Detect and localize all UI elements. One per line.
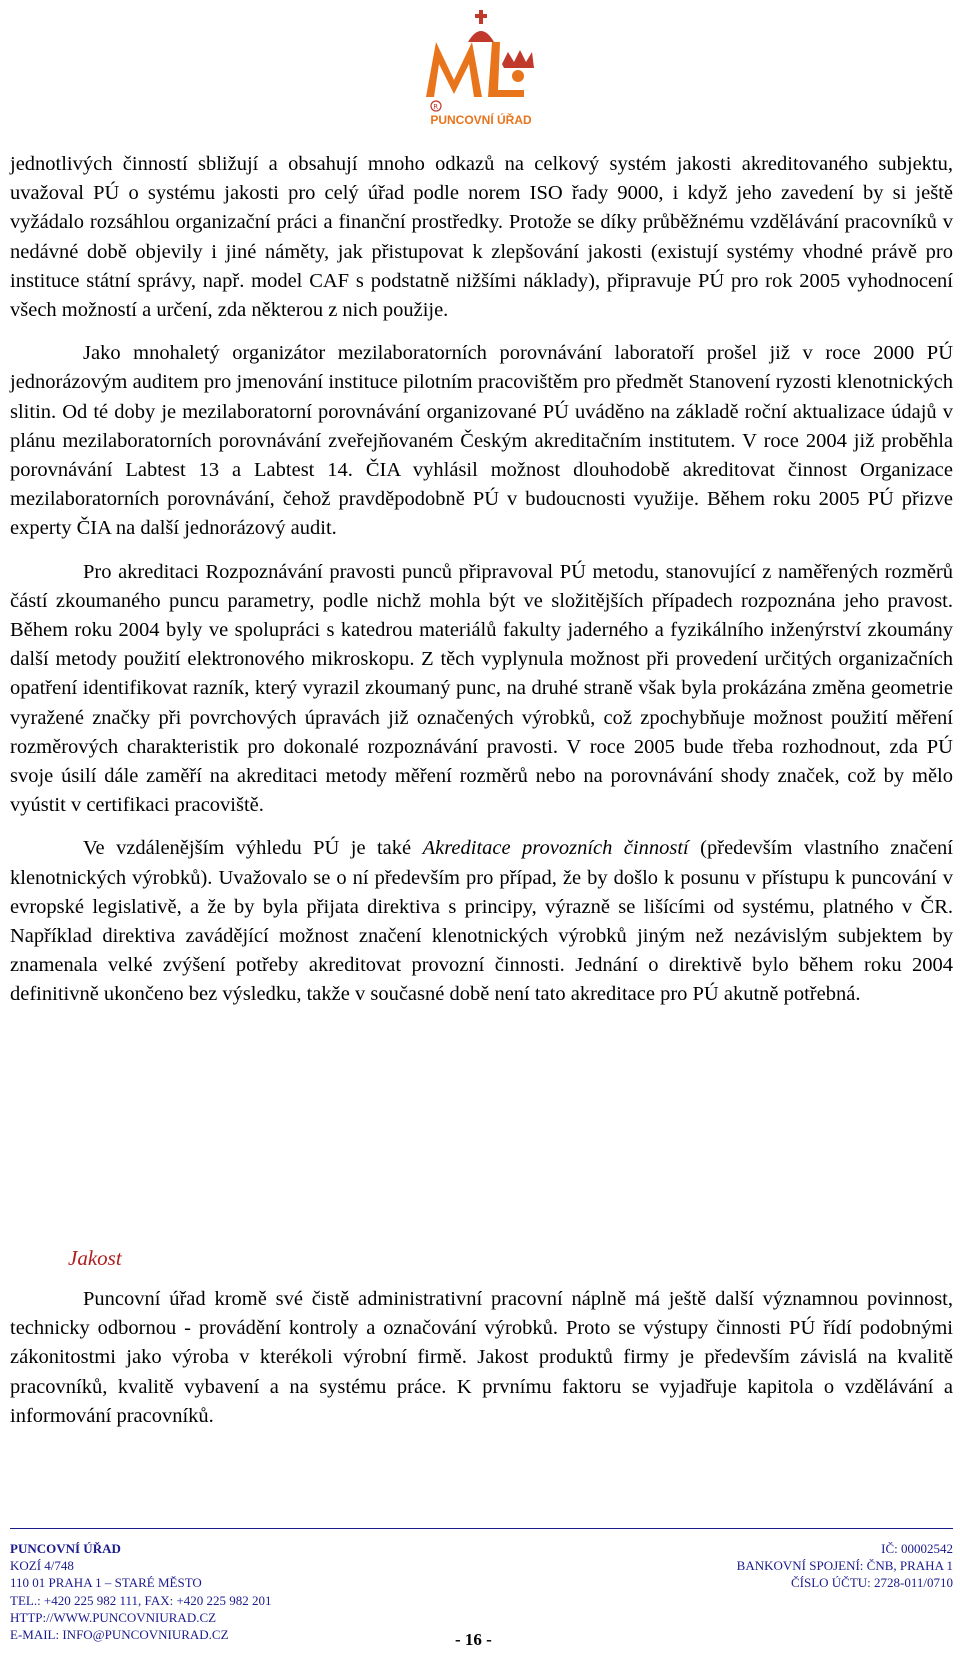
- paragraph-2: Jako mnohaletý organizátor mezilaboratorních porovnávání laboratoří prošel již v roce 2000 PÚ jednorázovým auditem pro jmenování instituce pilotním pracovištěm pro předmět Stanovení ryzosti klenotnických slitin. Od té doby je mezilaboratorní porovnávání organizované PÚ uváděno na základě roční aktualizace údajů v plánu mezilaboratorních porovnávání zveřejňovaném Českým akreditačním institutem. V roce 2004 již proběhla porovnávání Labtest 13 a Labtest 14. ČIA vyhlásil možnost dlouhodobě akreditovat činnost Organizace mezilaboratorních porovnávání, čehož pravděpodobně PÚ v budoucnosti využije. Během roku 2005 PÚ přizve experty ČIA na další jednorázový audit.: [10, 342, 953, 540]
- footer-divider: [10, 1528, 953, 1529]
- footer-bank-info: [737, 1540, 953, 1592]
- document-body: [10, 150, 953, 1010]
- logo-text: PUNCOVNÍ ÚŘAD: [430, 113, 532, 127]
- footer-email-link[interactable]: E-MAIL: INFO@PUNCOVNIURAD.CZ: [10, 1627, 229, 1643]
- footer-city: 110 01 PRAHA 1 – STARÉ MĚSTO: [10, 1575, 202, 1591]
- footer-street: KOZÍ 4/748: [10, 1558, 74, 1574]
- paragraph-1: jednotlivých činností sbližují a obsahují mnoho odkazů na celkový systém jakosti akreditovaného subjektu, uvažoval PÚ o systému jakosti pro celý úřad podle norem ISO řady 9000, i když jeho zavedení by si ještě vyžádalo rozsáhlou organizační práci a finanční prostředky. Protože se díky průběžnému vzdělávání pracovníků v nedávné době objevily i jiné náměty, jak přistupovat k zlepšování jakosti (existují systémy vhodné právě pro instituce státní správy, např. model CAF s podstatně nižšími náklady), připravuje PÚ pro rok 2005 vyhodnocení všech možností a určení, zda některou z nich použije.: [10, 153, 953, 322]
- crown-logo-icon: [406, 2, 556, 150]
- paragraph-3: Pro akreditaci Rozpoznávání pravosti punců připravoval PÚ metodu, stanovující z naměřených rozměrů částí zkoumaného puncu parametry, podle nichž mohla být ve složitějších případech rozpoznána jeho pravost. Během roku 2004 byly ve spolupráci s katedrou materiálů fakulty jaderného a fyzikálního inženýrství zkoumány další metody použití elektronového mikroskopu. Z těch vyplynula možnost při provedení určitých organizačních opatření identifikovat razník, který vyrazil zkoumaný punc, na druhé straně však byla prokázána změna geometrie vyražené značky při povrchových úpravách již označených výrobků, což zpochybňuje možnost použití měření rozměrových charakteristik pro dokonalé rozpoznávání pravosti. V roce 2005 bude třeba rozhodnout, zda PÚ svoje úsilí dále zaměří na akreditaci metody měření rozměrů nebo na porovnávání shody značek, což by mělo vyústit v certifikaci pracoviště.: [10, 560, 953, 817]
- p4-italic-term: Akreditace provozních činností: [422, 837, 689, 860]
- footer-org: PUNCOVNÍ ÚŘAD: [10, 1541, 121, 1556]
- footer-account: ČÍSLO ÚČTU: 2728-011/0710: [790, 1575, 953, 1591]
- footer-ic: IČ: 00002542: [881, 1541, 953, 1556]
- jakost-paragraph: Puncovní úřad kromě své čistě administrativní pracovní náplně má ještě další významnou povinnost, technicky odbornou - provádění kontroly a označování výrobků. Proto se výstupy činnosti PÚ řídí podobnými zákonitostmi jako výroba v kterékoli výrobní firmě. Jakost produktů firmy je především závislá na kvalitě pracovníků, kvalitě vybavení a na systému práce. K prvnímu faktoru se vyjadřuje kapitola o vzdělávání a informování pracovníků.: [10, 1288, 953, 1427]
- puncovni-urad-logo: [406, 2, 556, 150]
- footer-address: [10, 1540, 272, 1643]
- page-number: - 16 -: [455, 1630, 492, 1649]
- footer-bank: BANKOVNÍ SPOJENÍ: ČNB, PRAHA 1: [736, 1558, 953, 1574]
- footer-phone: TEL.: +420 225 982 111, FAX: +420 225 982 201: [10, 1592, 272, 1608]
- paragraph-4: [10, 834, 953, 1009]
- section-heading-jakost: Jakost: [68, 1246, 122, 1270]
- svg-text:R: R: [433, 103, 439, 111]
- footer-web-link[interactable]: HTTP://WWW.PUNCOVNIURAD.CZ: [10, 1609, 217, 1625]
- jakost-section: [10, 1285, 953, 1431]
- p4-text-before: Ve vzdálenějším výhledu PÚ je také: [83, 837, 423, 860]
- p4-text-after: (především vlastního značení klenotnických výrobků). Uvažovalo se o ní především pro případ, že by došlo k posunu v přístupu k puncování v evropské legislativě, a že by byla přijata direktiva s principy, výrazně se lišícími od systému, platného v ČR. Například direktiva zavádějící možnost značení klenotnických výrobků jiným než nezávislým subjektem by znamenala velké zvýšení potřeby akreditovat provozní činnosti. Jednání o direktivě bylo během roku 2004 definitivně ukončeno bez výsledku, takže v současné době není tato akreditace pro PÚ akutně potřebná.: [10, 837, 954, 1006]
